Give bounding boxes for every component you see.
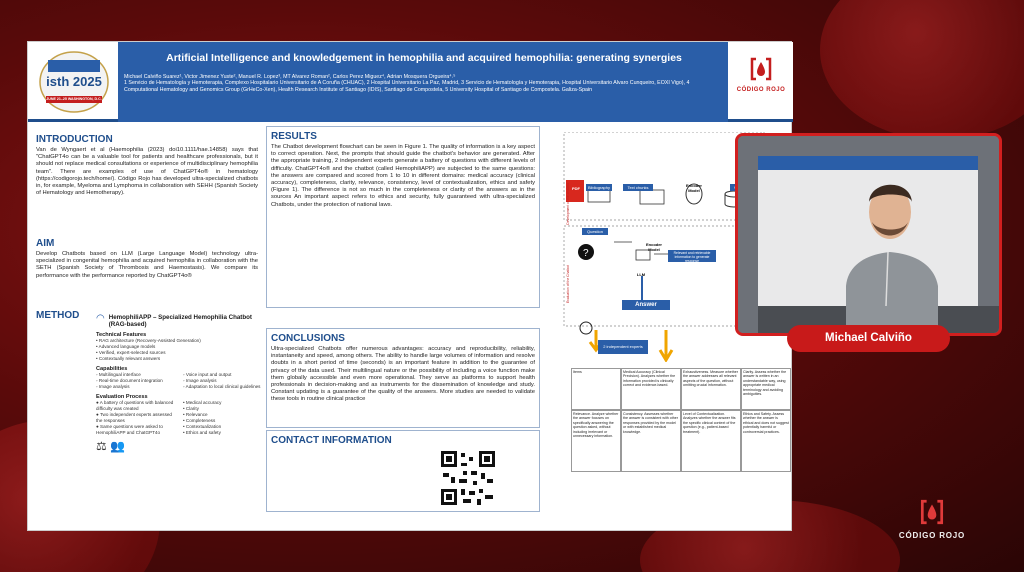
flow-label-answer: Answer [622, 300, 670, 310]
speaker-name-badge: Michael Calviño [787, 325, 950, 352]
list-item: • Medical accuracy [183, 400, 222, 405]
conclusions-title: CONCLUSIONS [271, 333, 345, 344]
speaker-video [735, 133, 1002, 336]
codigo-rojo-logo [733, 56, 789, 106]
flow-label-pdf: PDF [572, 186, 580, 191]
list-item: • Verified, expert-selected sources [96, 350, 166, 355]
flow-side-label-dev: Development of the chatbot [566, 183, 570, 225]
poster-header [28, 42, 793, 122]
table-cell: Exhaustiveness. Measure whether the answer addresses all relevant aspects of the question, without omitting crucial information. [681, 368, 741, 410]
aim-section [36, 238, 258, 280]
flow-side-label-eval: Evaluation of the Chatbot [566, 264, 570, 304]
codigo-rojo-brand-text: CÓDIGO ROJO [898, 531, 966, 540]
intro-title: INTRODUCTION [36, 134, 113, 145]
table-cell: Level of Contextualization. Analyzes whether the answer fits the specific clinical context of the question (e.g., patient-based treatment). [681, 410, 741, 472]
flow-label-text-chunks: Text chunks [623, 184, 653, 191]
wifi-icon: ◠ [96, 313, 105, 324]
method-section [36, 310, 96, 323]
users-icon: 👥 [110, 439, 126, 453]
isth-logo [34, 46, 114, 116]
flow-label-relevant: Relevant and retrievable information to generate response [668, 250, 716, 262]
list-item: • Relevance [183, 412, 208, 417]
results-section [266, 126, 540, 308]
affiliation-list: 1 Servicio de Hematología y Hemoterapia, Complexo Hospitalario Universitario de A Coruña (CHUAC), 2 Hospital Universitario La Paz, Madrid, 3 Servicio de Hematología y Hemoterapia, Hospital Universitario Alvaro Cunqueiro, EOXI Vigo), 4 Computational Hematology and Genomics Group (GrHeCo-Xen), Health Research Institute of Santiago (IDIS), Santiago de Compostela, 5 University Hospital of Santiago de Compostela. Galiza-Spain [124, 80, 690, 93]
list-item: • RAG architecture (Recovery-Assisted Generation) [96, 338, 201, 343]
table-cell: Ethics and Safety. Assess whether the answer is ethical and does not suggest potentially harmful or controversial practices. [741, 410, 791, 472]
table-cell: Consistency. Assesses whether the answer is consistent with other responses provided by the model or with established medical knowledge. [621, 410, 681, 472]
aim-title: AIM [36, 238, 55, 249]
contact-title: CONTACT INFORMATION [271, 435, 392, 446]
codigo-rojo-icon [917, 498, 947, 526]
list-item: • Contextualization [183, 424, 222, 429]
tech-features-title: Technical Features [96, 332, 147, 338]
scientific-poster [27, 41, 792, 531]
poster-authors [124, 74, 724, 93]
flow-label-bibliography: Bibliography [587, 185, 610, 190]
aim-text: Develop Chatbots based on LLM (Large Language Model) technology ultra-specialized in congenital hemophilia and acquired hemophilia in collaboration with the SETH (Spanish Society of Thrombosis and Haemostasis). We compare its performance with the performance reported by ChatGPT4o® [36, 251, 258, 279]
flow-label-llm: LLM [636, 272, 646, 277]
method-panel-title: HemophiliAPP – Specialized Hemophilia Chatbot (RAG-based) [108, 314, 252, 328]
capabilities-list [96, 372, 266, 390]
poster-title: Artificial Intelligence and knowledgement in hemophilia and acquired hemophilia: generating synergies [166, 52, 682, 64]
list-item: • Ethics and safety [183, 430, 221, 435]
list-item: ◦ Voice input and output [183, 372, 232, 377]
conclusions-section [266, 328, 540, 428]
evaluation-list [96, 400, 179, 436]
conclusions-text: Ultra-specialized Chatbots offer numerous advantages: accuracy and reproducibility, reliability, instantaneity and speed, among others. The ability to handle large volumes of information and resolve doubts in a short period of time (seconds) is an important feature in addition to the guarantee of privacy of the data used. Their multilingual nature or the possibility of including a voice function make them globally accessible and even more operational. They serve as platforms to support health professionals in decision-making and as instruments for the dissemination of knowledge and study. Constant updating is a guarantee of the quality of the answers. More studies are needed to validate these tools in routine clinical practice [271, 346, 535, 403]
criteria-list [183, 400, 266, 436]
flow-label-question: Question [582, 228, 608, 235]
list-item: ◦ Adaptation to local clinical guidelines [183, 384, 261, 389]
scale-icon: ⚖ 👥 [96, 439, 126, 453]
svg-text:?: ? [583, 248, 589, 259]
method-title: METHOD [36, 310, 80, 321]
speaker-video-frame [738, 136, 1002, 336]
table-cell: Items [571, 368, 621, 410]
capabilities-title: Capabilities [96, 366, 128, 372]
results-title: RESULTS [271, 131, 317, 142]
intro-section [36, 134, 258, 197]
contact-section [266, 430, 540, 512]
criteria-table [571, 368, 791, 472]
list-item: ◦ Image analysis [96, 384, 130, 389]
list-item: • Advanced language models [96, 344, 156, 349]
codigo-rojo-brand-logo [897, 498, 967, 538]
list-item: ◦ Multilingual interface [96, 372, 141, 377]
list-item: ● Same questions were asked to HemophiliAPP and ChatGPT4o [96, 424, 163, 435]
list-item: ● A battery of questions with balanced difficulty was created [96, 400, 174, 411]
intro-text: Van de Wyngaert et al (Haemophilia (2023) doi10.1111/hae.14858) says that "ChatGPT4o can be a valuable tool for patients and healthcare professionals, but it should not replace medical consultations or experience of multidisciplinary hemophilia team". There are examples of use of ChatGPT4o® in hematology (https://codigorojo.tech/home/). Código Rojo has developed ultra-specialized chatbots in, for example, Myeloma and Lymphoma in collaboration with SEHH (Spanish Society of Hematology and Hemotherapy). [36, 147, 258, 197]
list-item: • Clarity [183, 406, 199, 411]
author-list: Michael Calviño Suarez¹, Victor Jimenez Yuste², Manuel R. Lopez³, MT Alvarez Roman², Carlos Perez Miguez⁴, Adrian Mosquera Orgueira⁴˒⁵ [124, 74, 456, 80]
codigo-rojo-logo-text: CÓDIGO ROJO [736, 87, 786, 93]
evaluation-title: Evaluation Process [96, 394, 148, 400]
list-item: • Completeness [183, 418, 216, 423]
table-cell: Relevance. Analyze whether the answer focuses on specifically answering the question asked, without including irrelevant or unnecessary information. [571, 410, 621, 472]
flow-label-experts: 2 independent experts [598, 340, 648, 354]
list-item: • Contextually relevant answers [96, 356, 161, 361]
blood-cell-decoration [820, 0, 1024, 140]
list-item: ◦ Image analysis [183, 378, 217, 383]
codigo-rojo-icon [748, 56, 774, 82]
list-item: ◦ Real-time document integration [96, 378, 163, 383]
list-item: ● Two independent experts assessed the responses [96, 412, 172, 423]
flow-label-encoder-bottom: Encoder Model [645, 242, 662, 252]
isth-logo-sub: JUNE 21–25 WASHINGTON, D.C. [46, 97, 102, 101]
isth-logo-text: isth 2025 [46, 74, 102, 89]
results-text: The Chatbot development flowchart can be seen in Figure 1. The quality of information is a key aspect to correct operation. Next, the prompts that should guide the chatbot's behavior are generated. After the appropriate training, 2 independent experts generate a battery of questions with different levels of difficulty. ChatGPT4o® and the chatbot (called HemophiliAPP) are subjected to the same questions: the answers are compared and scored from 1 to 10 in different domains: medical accuracy (clinical accuracy), completeness, clarity, relevance, consistency, level of contextualization, ethics and safety (Figure 1). The difference is not so much in the completeness or clarity of the answers as in the sources An important aspect refers to ethics and security, fully guaranteed with ultra-specialized Chatbots, under the protection of national laws. [271, 144, 535, 208]
flow-label-encoder-top: Encoder Model [685, 183, 702, 193]
table-cell: Medical Accuracy (Clinical Precision). Analyzes whether the information provided is clinically correct and evidence-based. [621, 368, 681, 410]
qr-code [439, 449, 497, 507]
table-cell: Clarity. Assess whether the answer is written in an understandable way, using appropriate medical terminology and avoiding ambiguities. [741, 368, 791, 410]
tech-features-list [96, 338, 266, 362]
method-panel [96, 314, 266, 524]
